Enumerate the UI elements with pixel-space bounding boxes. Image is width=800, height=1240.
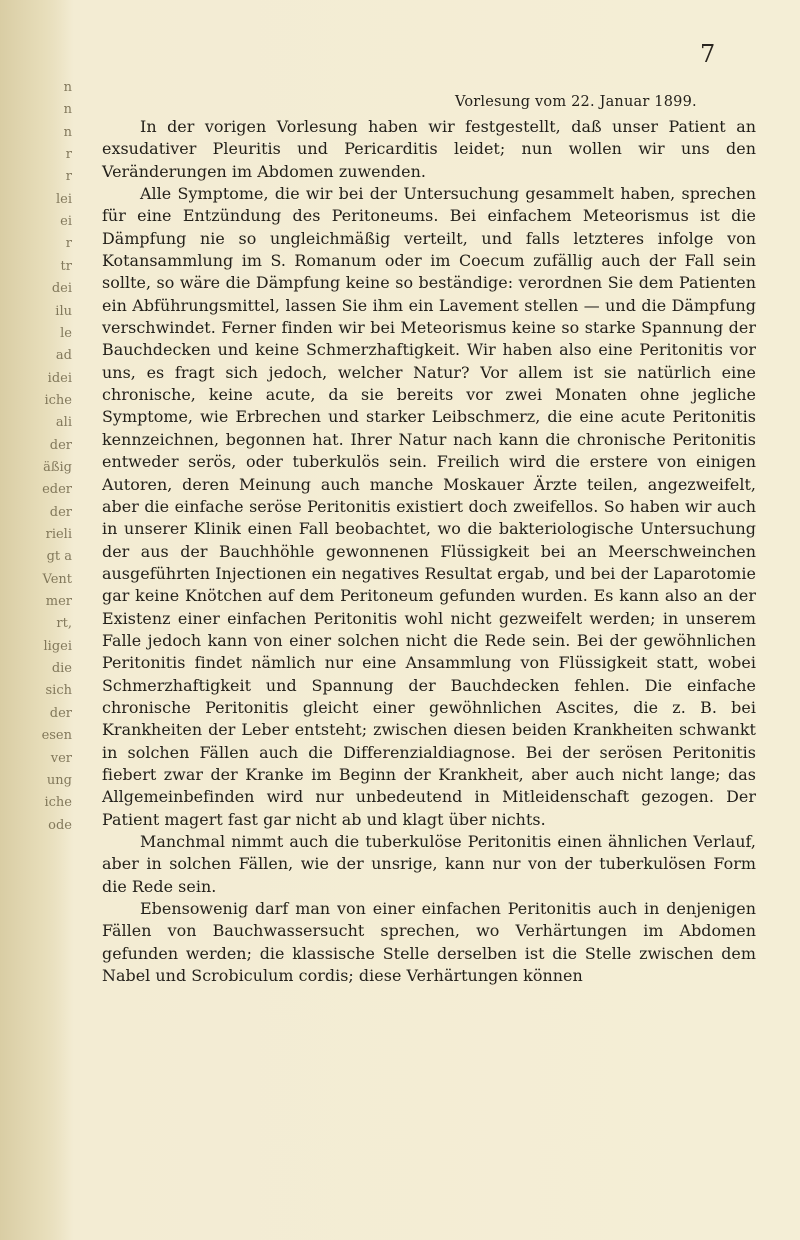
margin-fragment: tr [60, 258, 72, 274]
facing-page-margin [0, 0, 74, 1240]
margin-fragment: die [51, 661, 72, 677]
margin-fragment: r [65, 236, 72, 252]
margin-fragment: ung [46, 772, 72, 788]
margin-fragment: esen [41, 728, 72, 744]
margin-fragment: ver [50, 750, 72, 766]
margin-fragment: n [63, 102, 72, 118]
margin-fragment: n [63, 124, 72, 140]
margin-fragment: gt a [46, 549, 72, 565]
margin-fragment: le [60, 325, 72, 341]
margin-fragment: ligei [43, 638, 72, 654]
margin-fragment: r [65, 147, 72, 163]
margin-fragment: idei [47, 370, 72, 386]
margin-fragment: ad [55, 348, 72, 364]
margin-fragment: rt, [56, 616, 72, 632]
margin-fragment: eder [42, 482, 72, 498]
lecture-header: Vorlesung vom 22. Januar 1899. [455, 94, 697, 110]
margin-fragment: sich [45, 683, 72, 699]
margin-fragment: Vent [42, 571, 72, 587]
margin-fragment: rieli [45, 527, 72, 542]
margin-fragment: iche [44, 392, 72, 408]
body-text [102, 116, 756, 987]
margin-fragment: iche [44, 795, 72, 811]
margin-fragment: dei [51, 281, 72, 297]
margin-fragment: ali [55, 415, 72, 431]
margin-fragment: ode [48, 817, 72, 833]
margin-fragment: äßig [43, 459, 72, 475]
margin-fragment: n [63, 80, 72, 95]
margin-fragment: der [49, 437, 72, 453]
paragraph: In der vorigen Vorlesung haben wir festgestellt, daß unser Patient an exsudativer Pleuritis und Pericarditis leidet; nun wollen wir uns den Veränderungen im Abdomen zuwenden. [102, 117, 756, 181]
margin-fragment: lei [55, 191, 72, 207]
margin-fragment: ilu [55, 303, 72, 319]
margin-fragment: ei [60, 214, 72, 230]
margin-fragment: mer [45, 594, 72, 610]
margin-fragment: der [49, 705, 72, 721]
page-number: 7 [700, 40, 716, 68]
paragraph: Ebensowenig darf man von einer einfachen Peritonitis auch in denjenigen Fällen von Bauchwassersucht sprechen, wo Verhärtungen im Abdomen gefunden werden; die klassische Stelle derselben ist die Stelle zwischen dem Nabel und Scrobiculum cordis; diese Verhärtungen können [102, 899, 756, 986]
margin-fragment: r [65, 169, 72, 185]
margin-fragment: der [49, 504, 72, 520]
paragraph: Alle Symptome, die wir bei der Untersuchung gesammelt haben, sprechen für eine Entzündung des Peritoneums. Bei einfachem Meteorismus ist die Dämpfung nie so ungleichmäßig verteilt, und falls letzteres infolge von Kotansammlung im S. Romanum oder im Coecum zufällig auch der Fall sein sollte, so wäre die Dämpfung keine so beständige: verordnen Sie dem Patienten ein Abführungsmittel, lassen Sie ihm ein Lavement stellen — und die Dämpfung verschwindet. Ferner finden wir bei Meteorismus keine so starke Spannung der Bauchdecken und keine Schmerzhaftigkeit. Wir haben also eine Peritonitis vor uns, es fragt sich jedoch, welcher Natur? Vor allem ist sie natürlich eine chronische, keine acute, da sie bereits vor zwei Monaten ohne jegliche Symptome, wie Erbrechen und starker Leibschmerz, die eine acute Peritonitis kennzeichnen, begonnen hat. Ihrer Natur nach kann die chronische Peritonitis entweder serös, oder tuberkulös sein. Freilich wird die erstere von einigen Autoren, deren Meinung auch manche Moskauer Ärzte teilen, angezweifelt, aber die einfache seröse Peritonitis existiert doch zweifellos. So haben wir auch in unserer Klinik einen Fall beobachtet, wo die bakteriologische Untersuchung der aus der Bauchhöhle gewonnenen Flüssigkeit bei an Meerschweinchen ausgeführten Injectionen ein negatives Resultat ergab, und bei der Laparotomie gar keine Knötchen auf dem Peritoneum gefunden wurden. Es kann also an der Existenz einer einfachen Peritonitis wohl nicht gezweifelt werden; in unserem Falle jedoch kann von einer solchen nicht die Rede sein. Bei der gewöhnlichen Peritonitis findet nämlich nur eine Ansammlung von Flüssigkeit statt, wobei Schmerzhaftigkeit und Spannung der Bauchdecken fehlen. Die einfache chronische Peritonitis gleicht einer gewöhnlichen Ascites, die z. B. bei Krankheiten der Leber entsteht; zwischen diesen beiden Krankheiten schwankt in solchen Fällen auch die Differenzialdiagnose. Bei der serösen Peritonitis fiebert zwar der Kranke im Beginn der Krankheit, aber auch nicht lange; das Allgemeinbefinden wird nur unbedeutend in Mitleidenschaft gezogen. Der Patient magert fast gar nicht ab und klagt über nichts. [102, 184, 756, 829]
paragraph: Manchmal nimmt auch die tuberkulöse Peritonitis einen ähnlichen Verlauf, aber in solchen Fällen, wie der unsrige, kann nur von der tuberkulösen Form die Rede sein. [102, 832, 756, 896]
